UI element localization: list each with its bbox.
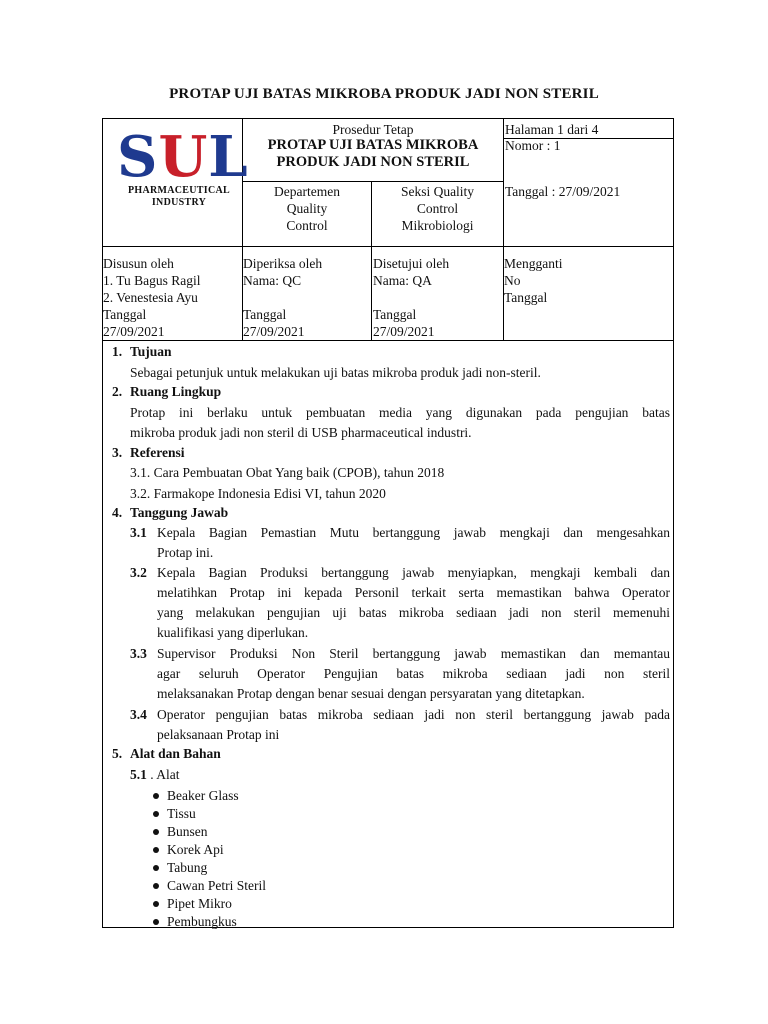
mengganti-cell: Mengganti No Tanggal (504, 256, 563, 305)
list-item: Tissu (153, 805, 196, 823)
page-count: Halaman 1 dari 4 (505, 122, 599, 137)
document-title: PROTAP UJI BATAS MIKROBA PRODUK JADI NON STERIL (169, 86, 599, 102)
bullet-icon (153, 793, 159, 799)
bullet-icon (153, 811, 159, 817)
divider (103, 340, 673, 341)
responsibility-text: Supervisor Produksi Non Steril bertanggung jawab memastikan dan memantau agar seluruh Operator Pengujian batas mikroba sediaan jadi non steril melaksanakan Protap dengan benar sesuai dengan persyaratan yang ditetapkan. (157, 646, 670, 701)
bullet-icon (153, 883, 159, 889)
prosedur-label: Prosedur Tetap (332, 122, 414, 137)
protap-title-line-1: PROTAP UJI BATAS MIKROBA (267, 137, 479, 153)
section-5-number: 5. (112, 746, 123, 761)
list-item: Beaker Glass (153, 787, 239, 805)
responsibility-text: Operator pengujian batas mikroba sediaan jadi non steril bertanggung jawab pada pelaksanaan Protap ini (157, 707, 670, 742)
section-4-title: Tanggung Jawab (130, 505, 229, 520)
bullet-icon (153, 919, 159, 925)
bullet-icon (153, 847, 159, 853)
list-item: Korek Api (153, 841, 224, 859)
bullet-icon (153, 901, 159, 907)
section-1-text: Sebagai petunjuk untuk melakukan uji batas mikroba produk jadi non-steril. (130, 365, 541, 380)
section-3-title: Referensi (130, 445, 185, 460)
responsibility-text: Kepala Bagian Pemastian Mutu bertanggung jawab mengkaji dan mengesahkan Protap ini. (157, 525, 670, 560)
company-logo: SUL (117, 124, 249, 190)
document-date: Tanggal : 27/09/2021 (505, 184, 621, 199)
reference-2: 3.2. Farmakope Indonesia Edisi VI, tahun 2020 (130, 486, 386, 501)
subsection-alat: 5.1 . Alat (130, 767, 180, 782)
list-item: Bunsen (153, 823, 208, 841)
list-item: Cawan Petri Steril (153, 877, 266, 895)
responsibility-number: 3.1 (130, 525, 147, 540)
bullet-icon (153, 829, 159, 835)
section-2-text: Protap ini berlaku untuk pembuatan media yang digunakan pada pengujian batas mikroba produk jadi non steril di USB pharmaceutical industri. (130, 405, 670, 440)
protap-title-line-2: PRODUK JADI NON STERIL (276, 154, 470, 170)
section-5-title: Alat dan Bahan (130, 746, 221, 761)
disetujui-cell: Disetujui oleh Nama: QA Tanggal 27/09/2021 (373, 256, 450, 339)
procedure-frame (102, 118, 674, 928)
section-1-number: 1. (112, 344, 123, 359)
disusun-cell: Disusun oleh 1. Tu Bagus Ragil 2. Venestesia Ayu Tanggal 27/09/2021 (103, 256, 201, 339)
section-4-number: 4. (112, 505, 123, 520)
divider (503, 119, 504, 340)
list-item: Pipet Mikro (153, 895, 232, 913)
responsibility-number: 3.2 (130, 565, 147, 580)
responsibility-number: 3.4 (130, 707, 147, 722)
list-item: Pembungkus (153, 913, 237, 931)
section-2-title: Ruang Lingkup (130, 384, 222, 399)
logo-subtitle: PHARMACEUTICAL INDUSTRY (128, 185, 230, 208)
divider (103, 246, 673, 247)
section-3-number: 3. (112, 445, 123, 460)
list-item: Tabung (153, 859, 207, 877)
seksi-cell: Seksi Quality Control Mikrobiologi (400, 184, 475, 233)
bullet-icon (153, 865, 159, 871)
diperiksa-cell: Diperiksa oleh Nama: QC Tanggal 27/09/2021 (243, 256, 323, 339)
departemen-cell: Departemen Quality Control (274, 184, 340, 233)
reference-1: 3.1. Cara Pembuatan Obat Yang baik (CPOB), tahun 2018 (130, 465, 445, 480)
responsibility-number: 3.3 (130, 646, 147, 661)
responsibility-text: Kepala Bagian Produksi bertanggung jawab menyiapkan, mengkaji kembali dan melatihkan Protap ini kepada Personil terkait serta memastikan bahwa Operator yang melakukan pengujian uji batas mikroba sediaan jadi non steril memenuhi kualifikasi yang diperlukan. (157, 565, 670, 640)
section-1-title: Tujuan (130, 344, 172, 359)
section-2-number: 2. (112, 384, 123, 399)
document-number: Nomor : 1 (505, 138, 561, 153)
divider (242, 181, 503, 182)
